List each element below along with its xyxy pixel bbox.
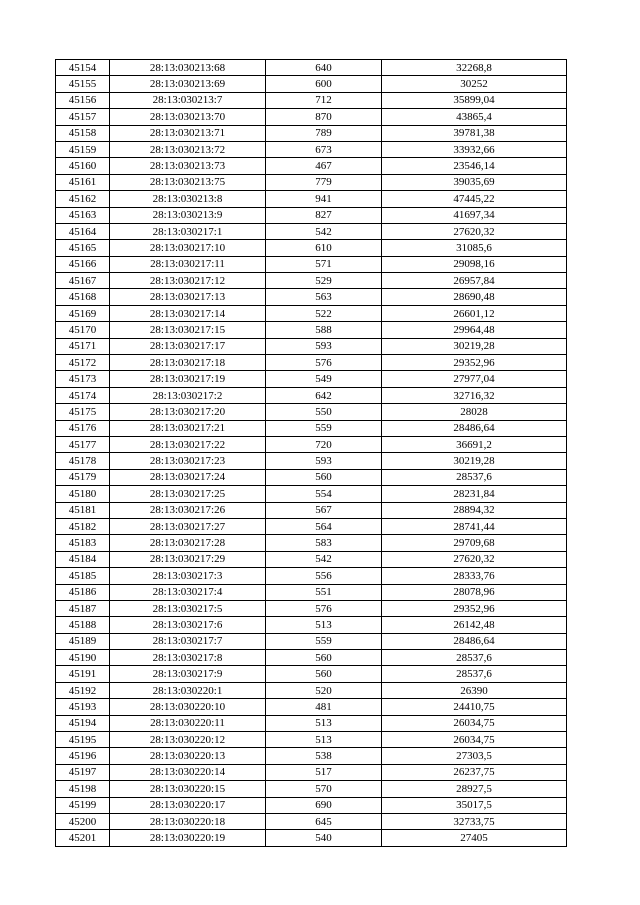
cadastral-number-cell: 28:13:030217:17 xyxy=(110,338,266,354)
row-number-cell: 45170 xyxy=(56,322,110,338)
cadastral-number-cell: 28:13:030217:20 xyxy=(110,404,266,420)
area-cell: 481 xyxy=(266,699,382,715)
value-cell: 32733,75 xyxy=(382,813,567,829)
area-cell: 520 xyxy=(266,682,382,698)
data-table xyxy=(55,59,567,847)
row-number-cell: 45186 xyxy=(56,584,110,600)
value-cell: 35017,5 xyxy=(382,797,567,813)
value-cell: 26034,75 xyxy=(382,715,567,731)
table-row xyxy=(56,830,567,846)
area-cell: 712 xyxy=(266,92,382,108)
value-cell: 31085,6 xyxy=(382,240,567,256)
area-cell: 513 xyxy=(266,617,382,633)
cadastral-number-cell: 28:13:030217:10 xyxy=(110,240,266,256)
value-cell: 28537,6 xyxy=(382,469,567,485)
area-cell: 593 xyxy=(266,338,382,354)
cadastral-number-cell: 28:13:030220:1 xyxy=(110,682,266,698)
cadastral-number-cell: 28:13:030217:13 xyxy=(110,289,266,305)
row-number-cell: 45173 xyxy=(56,371,110,387)
table-row xyxy=(56,486,567,502)
row-number-cell: 45181 xyxy=(56,502,110,518)
value-cell: 39035,69 xyxy=(382,174,567,190)
row-number-cell: 45198 xyxy=(56,781,110,797)
value-cell: 27977,04 xyxy=(382,371,567,387)
cadastral-number-cell: 28:13:030213:69 xyxy=(110,76,266,92)
value-cell: 30219,28 xyxy=(382,453,567,469)
area-cell: 529 xyxy=(266,273,382,289)
table-row xyxy=(56,732,567,748)
row-number-cell: 45161 xyxy=(56,174,110,190)
value-cell: 26957,84 xyxy=(382,273,567,289)
row-number-cell: 45167 xyxy=(56,273,110,289)
area-cell: 517 xyxy=(266,764,382,780)
cadastral-number-cell: 28:13:030213:8 xyxy=(110,191,266,207)
cadastral-number-cell: 28:13:030217:1 xyxy=(110,223,266,239)
row-number-cell: 45163 xyxy=(56,207,110,223)
table-row xyxy=(56,699,567,715)
row-number-cell: 45168 xyxy=(56,289,110,305)
cadastral-number-cell: 28:13:030220:15 xyxy=(110,781,266,797)
value-cell: 28927,5 xyxy=(382,781,567,797)
row-number-cell: 45172 xyxy=(56,355,110,371)
area-cell: 567 xyxy=(266,502,382,518)
cadastral-number-cell: 28:13:030217:25 xyxy=(110,486,266,502)
row-number-cell: 45179 xyxy=(56,469,110,485)
area-cell: 610 xyxy=(266,240,382,256)
table-row xyxy=(56,420,567,436)
area-cell: 560 xyxy=(266,469,382,485)
table-row xyxy=(56,92,567,108)
row-number-cell: 45175 xyxy=(56,404,110,420)
value-cell: 27620,32 xyxy=(382,223,567,239)
row-number-cell: 45195 xyxy=(56,732,110,748)
cadastral-number-cell: 28:13:030213:70 xyxy=(110,109,266,125)
area-cell: 779 xyxy=(266,174,382,190)
area-cell: 645 xyxy=(266,813,382,829)
table-row xyxy=(56,453,567,469)
table-row xyxy=(56,207,567,223)
value-cell: 28486,64 xyxy=(382,420,567,436)
table-row xyxy=(56,600,567,616)
value-cell: 33932,66 xyxy=(382,141,567,157)
row-number-cell: 45159 xyxy=(56,141,110,157)
table-row xyxy=(56,682,567,698)
area-cell: 576 xyxy=(266,600,382,616)
cadastral-number-cell: 28:13:030217:23 xyxy=(110,453,266,469)
cadastral-number-cell: 28:13:030220:11 xyxy=(110,715,266,731)
cadastral-number-cell: 28:13:030213:72 xyxy=(110,141,266,157)
cadastral-number-cell: 28:13:030217:18 xyxy=(110,355,266,371)
area-cell: 570 xyxy=(266,781,382,797)
cadastral-number-cell: 28:13:030217:6 xyxy=(110,617,266,633)
table-row xyxy=(56,174,567,190)
row-number-cell: 45156 xyxy=(56,92,110,108)
value-cell: 29709,68 xyxy=(382,535,567,551)
area-cell: 559 xyxy=(266,633,382,649)
value-cell: 29352,96 xyxy=(382,355,567,371)
cadastral-number-cell: 28:13:030217:2 xyxy=(110,387,266,403)
row-number-cell: 45155 xyxy=(56,76,110,92)
row-number-cell: 45176 xyxy=(56,420,110,436)
table-row xyxy=(56,158,567,174)
row-number-cell: 45193 xyxy=(56,699,110,715)
cadastral-number-cell: 28:13:030217:14 xyxy=(110,305,266,321)
area-cell: 720 xyxy=(266,436,382,452)
area-cell: 542 xyxy=(266,551,382,567)
table-row xyxy=(56,748,567,764)
area-cell: 513 xyxy=(266,732,382,748)
cadastral-number-cell: 28:13:030220:17 xyxy=(110,797,266,813)
cadastral-number-cell: 28:13:030220:10 xyxy=(110,699,266,715)
area-cell: 789 xyxy=(266,125,382,141)
row-number-cell: 45178 xyxy=(56,453,110,469)
table-row xyxy=(56,518,567,534)
area-cell: 690 xyxy=(266,797,382,813)
table-row xyxy=(56,60,567,76)
value-cell: 39781,38 xyxy=(382,125,567,141)
area-cell: 549 xyxy=(266,371,382,387)
area-cell: 941 xyxy=(266,191,382,207)
cadastral-number-cell: 28:13:030213:68 xyxy=(110,60,266,76)
value-cell: 27303,5 xyxy=(382,748,567,764)
cadastral-number-cell: 28:13:030217:26 xyxy=(110,502,266,518)
table-row xyxy=(56,387,567,403)
table-row xyxy=(56,469,567,485)
row-number-cell: 45171 xyxy=(56,338,110,354)
row-number-cell: 45197 xyxy=(56,764,110,780)
cadastral-number-cell: 28:13:030213:71 xyxy=(110,125,266,141)
area-cell: 571 xyxy=(266,256,382,272)
row-number-cell: 45190 xyxy=(56,650,110,666)
cadastral-number-cell: 28:13:030217:3 xyxy=(110,568,266,584)
value-cell: 28486,64 xyxy=(382,633,567,649)
row-number-cell: 45164 xyxy=(56,223,110,239)
table-row xyxy=(56,322,567,338)
row-number-cell: 45183 xyxy=(56,535,110,551)
cadastral-number-cell: 28:13:030217:21 xyxy=(110,420,266,436)
area-cell: 870 xyxy=(266,109,382,125)
area-cell: 600 xyxy=(266,76,382,92)
area-cell: 642 xyxy=(266,387,382,403)
value-cell: 32268,8 xyxy=(382,60,567,76)
area-cell: 554 xyxy=(266,486,382,502)
area-cell: 588 xyxy=(266,322,382,338)
area-cell: 550 xyxy=(266,404,382,420)
area-cell: 560 xyxy=(266,650,382,666)
area-cell: 827 xyxy=(266,207,382,223)
value-cell: 23546,14 xyxy=(382,158,567,174)
table-row xyxy=(56,191,567,207)
value-cell: 28894,32 xyxy=(382,502,567,518)
table-row xyxy=(56,338,567,354)
cadastral-number-cell: 28:13:030220:19 xyxy=(110,830,266,846)
value-cell: 28231,84 xyxy=(382,486,567,502)
area-cell: 540 xyxy=(266,830,382,846)
value-cell: 29964,48 xyxy=(382,322,567,338)
table-row xyxy=(56,633,567,649)
value-cell: 27620,32 xyxy=(382,551,567,567)
table-row xyxy=(56,813,567,829)
row-number-cell: 45166 xyxy=(56,256,110,272)
area-cell: 559 xyxy=(266,420,382,436)
value-cell: 26237,75 xyxy=(382,764,567,780)
cadastral-number-cell: 28:13:030220:13 xyxy=(110,748,266,764)
table-row xyxy=(56,305,567,321)
table-row xyxy=(56,289,567,305)
value-cell: 30219,28 xyxy=(382,338,567,354)
row-number-cell: 45180 xyxy=(56,486,110,502)
area-cell: 640 xyxy=(266,60,382,76)
cadastral-number-cell: 28:13:030217:8 xyxy=(110,650,266,666)
area-cell: 513 xyxy=(266,715,382,731)
value-cell: 29098,16 xyxy=(382,256,567,272)
table-row xyxy=(56,371,567,387)
table-body xyxy=(56,60,567,847)
area-cell: 467 xyxy=(266,158,382,174)
table-row xyxy=(56,223,567,239)
area-cell: 564 xyxy=(266,518,382,534)
row-number-cell: 45196 xyxy=(56,748,110,764)
area-cell: 563 xyxy=(266,289,382,305)
area-cell: 551 xyxy=(266,584,382,600)
row-number-cell: 45192 xyxy=(56,682,110,698)
area-cell: 542 xyxy=(266,223,382,239)
table-row xyxy=(56,715,567,731)
row-number-cell: 45154 xyxy=(56,60,110,76)
row-number-cell: 45185 xyxy=(56,568,110,584)
row-number-cell: 45200 xyxy=(56,813,110,829)
row-number-cell: 45169 xyxy=(56,305,110,321)
value-cell: 27405 xyxy=(382,830,567,846)
value-cell: 43865,4 xyxy=(382,109,567,125)
cadastral-number-cell: 28:13:030220:14 xyxy=(110,764,266,780)
table-row xyxy=(56,650,567,666)
table-row xyxy=(56,240,567,256)
table-row xyxy=(56,125,567,141)
table-row xyxy=(56,797,567,813)
value-cell: 28690,48 xyxy=(382,289,567,305)
value-cell: 28078,96 xyxy=(382,584,567,600)
table-row xyxy=(56,502,567,518)
value-cell: 26601,12 xyxy=(382,305,567,321)
cadastral-number-cell: 28:13:030217:22 xyxy=(110,436,266,452)
table-row xyxy=(56,404,567,420)
cadastral-number-cell: 28:13:030217:7 xyxy=(110,633,266,649)
table-row xyxy=(56,568,567,584)
value-cell: 26142,48 xyxy=(382,617,567,633)
table-row xyxy=(56,76,567,92)
table-row xyxy=(56,781,567,797)
row-number-cell: 45201 xyxy=(56,830,110,846)
row-number-cell: 45189 xyxy=(56,633,110,649)
cadastral-number-cell: 28:13:030220:12 xyxy=(110,732,266,748)
value-cell: 28333,76 xyxy=(382,568,567,584)
cadastral-number-cell: 28:13:030217:28 xyxy=(110,535,266,551)
cadastral-number-cell: 28:13:030217:15 xyxy=(110,322,266,338)
value-cell: 32716,32 xyxy=(382,387,567,403)
area-cell: 673 xyxy=(266,141,382,157)
table-row xyxy=(56,535,567,551)
row-number-cell: 45194 xyxy=(56,715,110,731)
cadastral-number-cell: 28:13:030217:9 xyxy=(110,666,266,682)
value-cell: 28741,44 xyxy=(382,518,567,534)
cadastral-number-cell: 28:13:030213:9 xyxy=(110,207,266,223)
table-row xyxy=(56,584,567,600)
value-cell: 28537,6 xyxy=(382,666,567,682)
row-number-cell: 45187 xyxy=(56,600,110,616)
row-number-cell: 45184 xyxy=(56,551,110,567)
table-row xyxy=(56,666,567,682)
row-number-cell: 45191 xyxy=(56,666,110,682)
row-number-cell: 45188 xyxy=(56,617,110,633)
row-number-cell: 45162 xyxy=(56,191,110,207)
cadastral-number-cell: 28:13:030217:5 xyxy=(110,600,266,616)
cadastral-number-cell: 28:13:030217:11 xyxy=(110,256,266,272)
cadastral-number-cell: 28:13:030213:73 xyxy=(110,158,266,174)
row-number-cell: 45182 xyxy=(56,518,110,534)
row-number-cell: 45174 xyxy=(56,387,110,403)
cadastral-number-cell: 28:13:030217:24 xyxy=(110,469,266,485)
cadastral-number-cell: 28:13:030217:19 xyxy=(110,371,266,387)
table-row xyxy=(56,355,567,371)
row-number-cell: 45177 xyxy=(56,436,110,452)
table-row xyxy=(56,256,567,272)
value-cell: 35899,04 xyxy=(382,92,567,108)
area-cell: 522 xyxy=(266,305,382,321)
cadastral-number-cell: 28:13:030217:29 xyxy=(110,551,266,567)
value-cell: 36691,2 xyxy=(382,436,567,452)
table-row xyxy=(56,436,567,452)
table-row xyxy=(56,551,567,567)
cadastral-number-cell: 28:13:030213:75 xyxy=(110,174,266,190)
cadastral-number-cell: 28:13:030217:12 xyxy=(110,273,266,289)
value-cell: 29352,96 xyxy=(382,600,567,616)
value-cell: 28028 xyxy=(382,404,567,420)
area-cell: 560 xyxy=(266,666,382,682)
table-row xyxy=(56,273,567,289)
cadastral-number-cell: 28:13:030217:27 xyxy=(110,518,266,534)
value-cell: 41697,34 xyxy=(382,207,567,223)
area-cell: 556 xyxy=(266,568,382,584)
area-cell: 538 xyxy=(266,748,382,764)
cadastral-number-cell: 28:13:030220:18 xyxy=(110,813,266,829)
table-row xyxy=(56,617,567,633)
area-cell: 593 xyxy=(266,453,382,469)
row-number-cell: 45165 xyxy=(56,240,110,256)
row-number-cell: 45158 xyxy=(56,125,110,141)
cadastral-number-cell: 28:13:030217:4 xyxy=(110,584,266,600)
table-row xyxy=(56,764,567,780)
value-cell: 26034,75 xyxy=(382,732,567,748)
value-cell: 30252 xyxy=(382,76,567,92)
row-number-cell: 45157 xyxy=(56,109,110,125)
row-number-cell: 45160 xyxy=(56,158,110,174)
area-cell: 583 xyxy=(266,535,382,551)
table-row xyxy=(56,109,567,125)
area-cell: 576 xyxy=(266,355,382,371)
value-cell: 47445,22 xyxy=(382,191,567,207)
row-number-cell: 45199 xyxy=(56,797,110,813)
value-cell: 26390 xyxy=(382,682,567,698)
value-cell: 24410,75 xyxy=(382,699,567,715)
table-row xyxy=(56,141,567,157)
cadastral-number-cell: 28:13:030213:7 xyxy=(110,92,266,108)
value-cell: 28537,6 xyxy=(382,650,567,666)
